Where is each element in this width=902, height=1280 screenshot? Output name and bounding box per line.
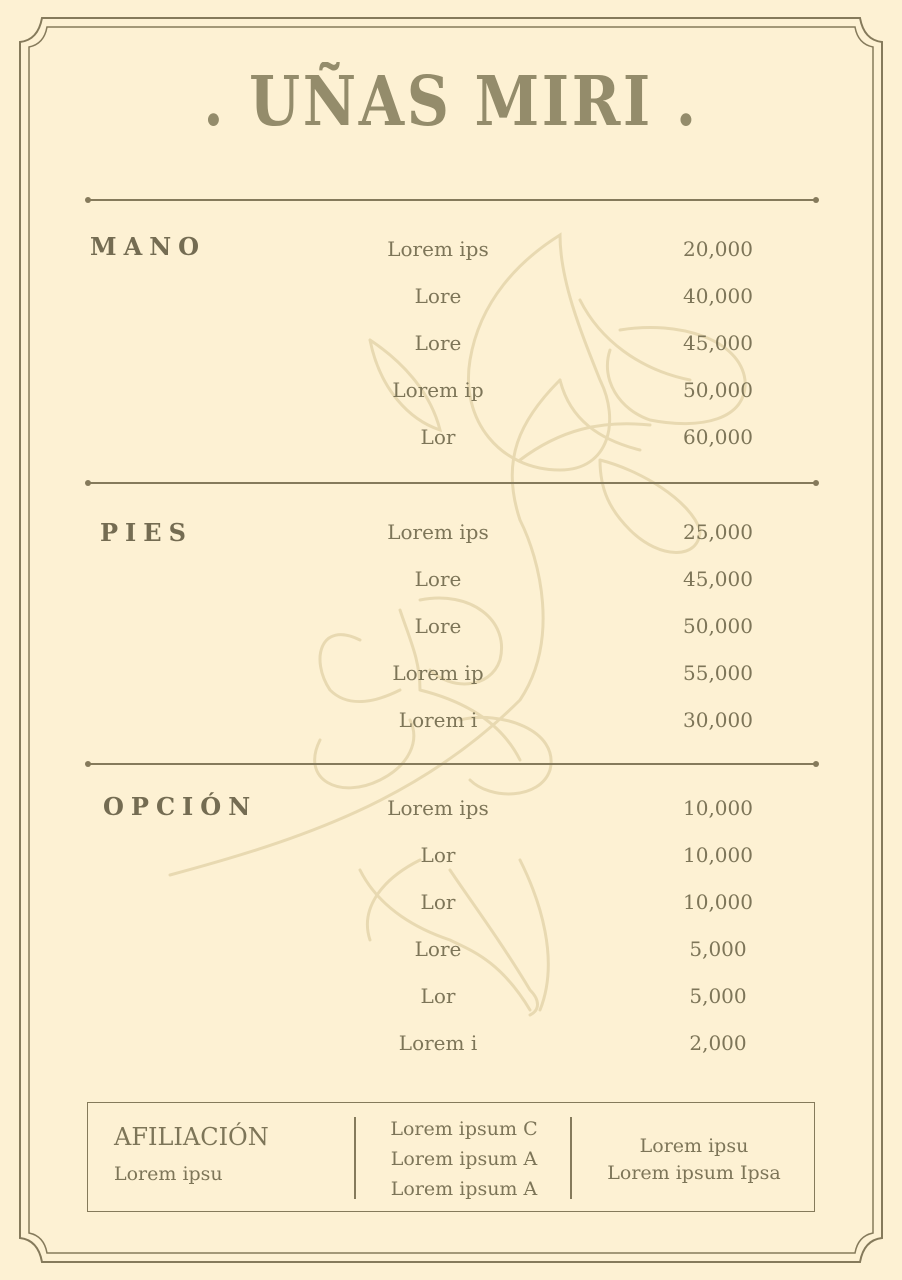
menu-item-price: 20,000 [683,237,753,261]
menu-item-label: Lore [414,567,462,591]
section-divider [88,763,816,765]
menu-item-price: 2,000 [689,1031,747,1055]
menu-item-label: Lore [414,614,462,638]
footer-middle-line: Lorem ipsum C [390,1118,538,1140]
menu-item-price: 55,000 [683,661,753,685]
menu-item-price: 10,000 [683,890,753,914]
menu-item-label: Lorem i [398,708,478,732]
footer-right-line: Lorem ipsu [639,1135,749,1157]
footer-middle-line: Lorem ipsum A [390,1178,538,1200]
menu-item-label: Lore [414,331,462,355]
affiliation-subtitle: Lorem ipsu [114,1163,223,1185]
section-title-opcion: OPCIÓN [103,792,258,821]
section-divider [88,482,816,484]
menu-item-label: Lore [414,937,462,961]
section-title-pies: PIES [100,518,193,547]
page-title: . UÑAS MIRI . [203,62,699,142]
menu-item-label: Lorem ips [387,796,489,820]
menu-item-price: 45,000 [683,331,753,355]
menu-item-price: 5,000 [689,984,747,1008]
footer-divider [570,1117,572,1199]
menu-item-price: 40,000 [683,284,753,308]
footer-middle-line: Lorem ipsum A [390,1148,538,1170]
affiliation-title: AFILIACIÓN [114,1123,269,1151]
menu-item-label: Lor [420,984,456,1008]
menu-item-label: Lorem ip [392,661,484,685]
section-divider [88,199,816,201]
menu-item-label: Lor [420,890,456,914]
affiliation-box [87,1102,815,1212]
menu-item-label: Lorem ip [392,378,484,402]
menu-item-price: 10,000 [683,796,753,820]
menu-item-price: 5,000 [689,937,747,961]
menu-item-price: 25,000 [683,520,753,544]
section-title-mano: MANO [90,232,207,261]
menu-item-price: 45,000 [683,567,753,591]
menu-item-price: 10,000 [683,843,753,867]
menu-item-label: Lorem ips [387,237,489,261]
menu-item-price: 50,000 [683,614,753,638]
menu-item-label: Lor [420,843,456,867]
menu-item-price: 50,000 [683,378,753,402]
menu-item-price: 60,000 [683,425,753,449]
menu-item-price: 30,000 [683,708,753,732]
menu-item-label: Lorem ips [387,520,489,544]
menu-item-label: Lor [420,425,456,449]
footer-right-line: Lorem ipsum Ipsa [607,1162,781,1184]
menu-item-label: Lorem i [398,1031,478,1055]
menu-item-label: Lore [414,284,462,308]
